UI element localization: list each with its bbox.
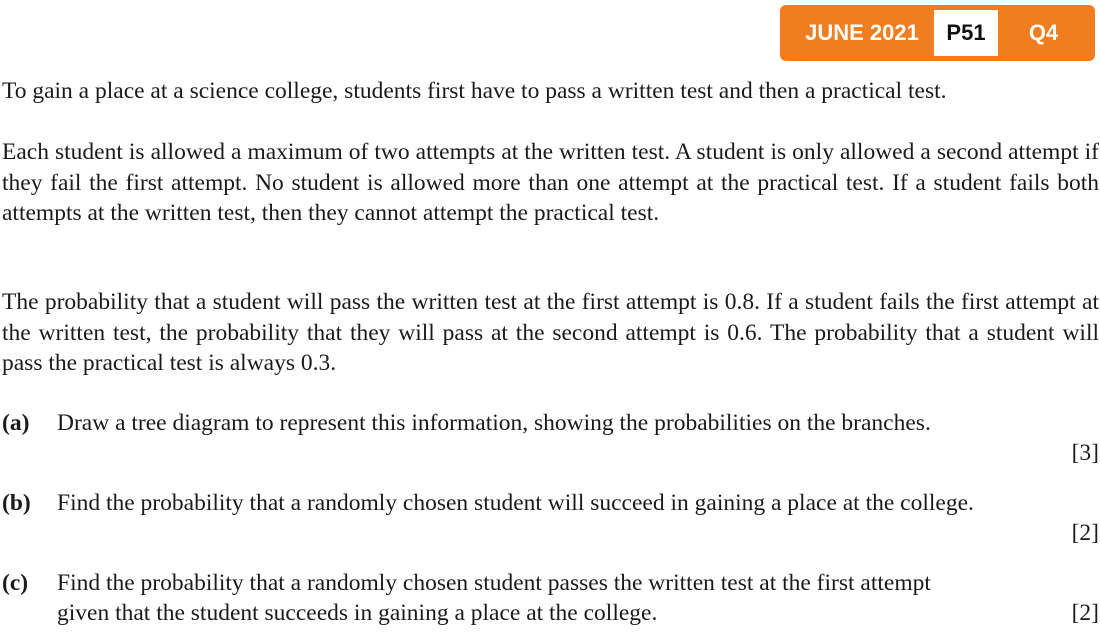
question-number-label: Q4 bbox=[1028, 20, 1059, 45]
part-text: Draw a tree diagram to represent this information, showing the probabilities on the branches. bbox=[57, 410, 931, 436]
part-marks: [2] bbox=[1071, 520, 1099, 546]
part-marks: [3] bbox=[1071, 440, 1099, 466]
exam-reference-badge bbox=[780, 5, 1095, 61]
probabilities-paragraph: The probability that a student will pass the written test at the first attempt is 0.8. If a student fails the first attempt at the written test, the probability that they will pass at the second attempt is 0.6. The probability that a student will pass the practical test is always 0.3. bbox=[2, 289, 1099, 376]
part-letter: (c) bbox=[2, 570, 29, 596]
part-text: Find the probability that a randomly chosen student passes the written test at the first attempt bbox=[57, 570, 931, 596]
part-marks: [2] bbox=[1071, 600, 1099, 626]
part-text: Find the probability that a randomly chosen student will succeed in gaining a place at the college. bbox=[57, 490, 974, 516]
paper-code-label: P51 bbox=[934, 10, 998, 56]
part-text-continuation: given that the student succeeds in gaining a place at the college. bbox=[57, 600, 658, 626]
exam-session-label: JUNE 2021 bbox=[805, 20, 919, 45]
rules-paragraph: Each student is allowed a maximum of two attempts at the written test. A student is only allowed a second attempt if they fail the first attempt. No student is allowed more than one attempt at the practical test. If a student fails both attempts at the written test, then they cannot attempt the practical test. bbox=[2, 139, 1099, 226]
part-letter: (a) bbox=[2, 410, 30, 436]
part-letter: (b) bbox=[2, 490, 31, 516]
intro-paragraph: To gain a place at a science college, students first have to pass a written test and then a practical test. bbox=[2, 78, 947, 104]
